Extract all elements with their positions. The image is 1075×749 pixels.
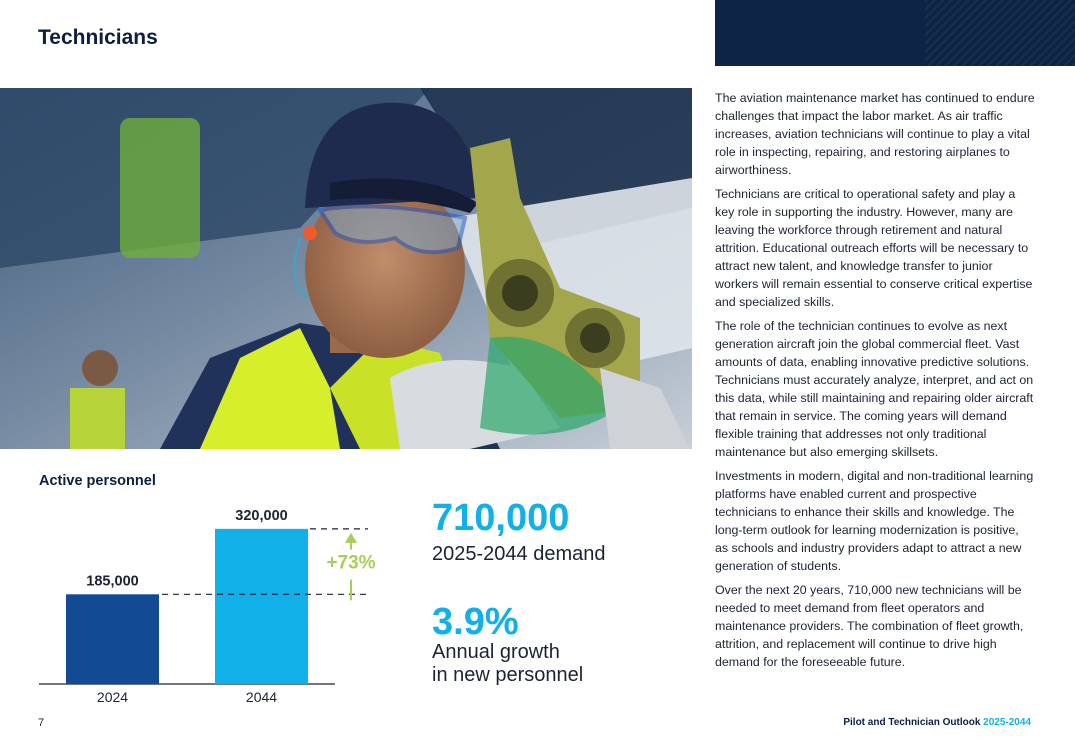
growth-percentage: +73% — [326, 552, 376, 574]
growth-value: 3.9% — [432, 601, 519, 643]
header-banner — [715, 0, 1075, 66]
paragraph-2: Technicians are critical to operational safety and play a key role in supporting the industry. However, many are leaving the workforce through retirement and natural attrition. Educational outreach efforts will be necessary to attract new talent, and knowledge transfer to junior workers will remain essential to conserve critical expertise and specialized skills. — [715, 187, 1033, 309]
paragraph-1: The aviation maintenance market has continued to endure challenges that impact the labor market. As air traffic increases, aviation technicians will continue to play a vital role in inspecting, repairing, and restoring airplanes to airworthiness. — [715, 91, 1035, 177]
growth-label-line-1: Annual growth — [432, 641, 560, 663]
paragraph-4: Investments in modern, digital and non-traditional learning platforms have enabled current and prospective technicians to enhance their skills and knowledge. The long-term outlook for learning modernization is positive, as schools and industry providers adapt to attract a new generation of students. — [715, 469, 1034, 573]
bar-2024 — [66, 594, 159, 684]
page-title: Technicians — [38, 26, 158, 49]
bar-2044 — [215, 529, 308, 684]
active-personnel-chart — [0, 490, 400, 715]
footer-title — [843, 717, 1031, 728]
chart-title: Active personnel — [39, 473, 156, 489]
demand-value: 710,000 — [432, 497, 570, 539]
technician-photo — [0, 88, 692, 449]
demand-label: 2025-2044 demand — [432, 543, 606, 565]
footer-title-range: 2025-2044 — [983, 717, 1031, 728]
paragraph-5: Over the next 20 years, 710,000 new technicians will be needed to meet demand from fleet operators and maintenance providers. The combination of fleet growth, attrition, and replacement will continue to drive high demand for the foreseeable future. — [715, 583, 1024, 669]
tick-label-2024: 2024 — [96, 689, 129, 705]
bar-value-2044: 320,000 — [235, 507, 288, 524]
bar-value-2024: 185,000 — [86, 573, 139, 590]
footer-title-text: Pilot and Technician Outlook — [843, 717, 981, 728]
growth-label-line-2: in new personnel — [432, 664, 584, 686]
banner-pattern — [925, 0, 1075, 66]
tick-label-2044: 2044 — [245, 689, 278, 705]
page-number: 7 — [38, 717, 45, 729]
growth-arrow-head — [345, 533, 357, 543]
body-text — [715, 89, 1035, 677]
paragraph-3: The role of the technician continues to evolve as next generation aircraft join the global commercial fleet. Vast amounts of data, enabling innovative predictive solutions. Technicians must accurately analyze, interpret, and act on this data, while still maintaining and repairing older aircraft that remain in service. The coming years will demand flexible training that addresses not only traditional maintenance but also emerging skillsets. — [715, 319, 1034, 459]
